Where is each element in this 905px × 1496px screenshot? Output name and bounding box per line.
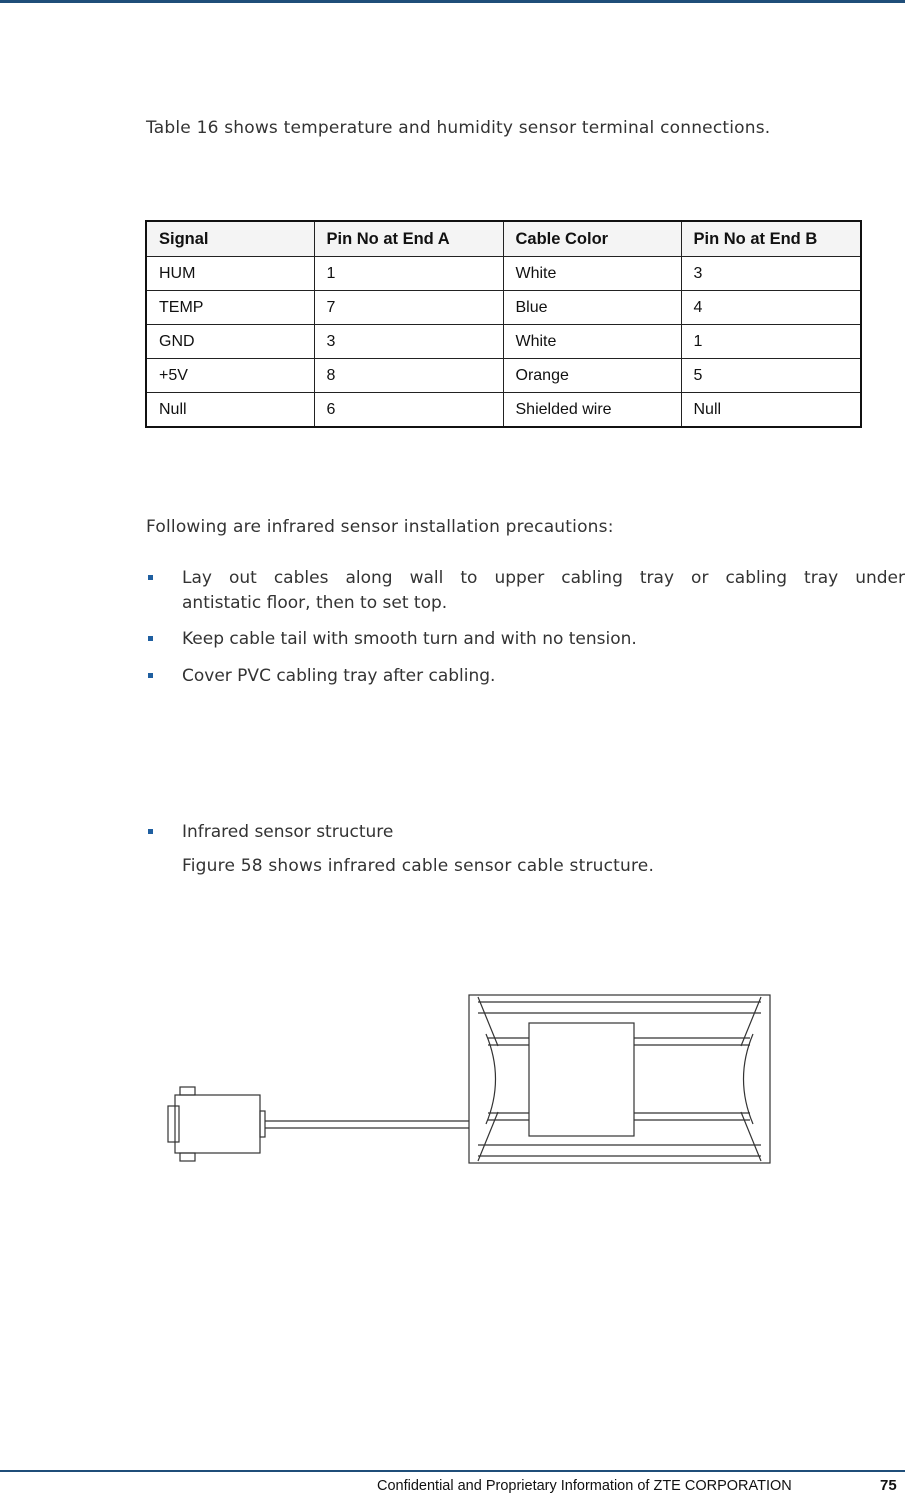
sensor-cable: [265, 1121, 469, 1128]
table-cell: HUM: [146, 257, 314, 291]
table-cell: +5V: [146, 359, 314, 393]
list-item: [145, 566, 905, 616]
table-cell: 7: [314, 291, 503, 325]
table-cell: 3: [314, 325, 503, 359]
list-item-text: Cover PVC cabling tray after cabling.: [182, 666, 496, 686]
structure-heading: Infrared sensor structure: [182, 822, 394, 842]
table-row: [146, 393, 861, 428]
table-cell: Shielded wire: [503, 393, 681, 428]
infrared-sensor-figure: [160, 990, 775, 1170]
table-header-cell: Signal: [146, 221, 314, 257]
table-cell: Orange: [503, 359, 681, 393]
footer-rule: [0, 1470, 905, 1472]
table-cell: 1: [681, 325, 861, 359]
signal-table: [145, 220, 862, 428]
list-item: [145, 664, 905, 689]
table-header-cell: Cable Color: [503, 221, 681, 257]
bullet-icon: [148, 829, 153, 834]
precautions-lead: Following are infrared sensor installation precautions:: [146, 517, 614, 537]
table-cell: 1: [314, 257, 503, 291]
table-cell: TEMP: [146, 291, 314, 325]
structure-section: [145, 820, 905, 845]
connector-plug: [168, 1087, 265, 1161]
list-item-text: Lay out cables along wall to upper cabling tray or cabling tray under: [182, 568, 905, 588]
precautions-list: [145, 566, 905, 689]
table-cell: 3: [681, 257, 861, 291]
list-item: [145, 627, 905, 652]
table-header-row: [146, 221, 861, 257]
table-cell: Blue: [503, 291, 681, 325]
bullet-icon: [148, 636, 153, 641]
top-rule: [0, 0, 905, 3]
table-cell: White: [503, 257, 681, 291]
table-row: [146, 257, 861, 291]
table-cell: 4: [681, 291, 861, 325]
sensor-housing: [469, 995, 770, 1163]
table-row: [146, 325, 861, 359]
footer-text: Confidential and Proprietary Information of ZTE CORPORATION: [377, 1478, 792, 1494]
table-cell: Null: [681, 393, 861, 428]
table-cell: White: [503, 325, 681, 359]
list-item: [145, 820, 905, 845]
page-number: 75: [880, 1477, 897, 1494]
table-header-cell: Pin No at End B: [681, 221, 861, 257]
table-row: [146, 291, 861, 325]
table-cell: 5: [681, 359, 861, 393]
bullet-icon: [148, 575, 153, 580]
table-cell: GND: [146, 325, 314, 359]
intro-paragraph: Table 16 shows temperature and humidity sensor terminal connections.: [146, 118, 771, 138]
bullet-icon: [148, 673, 153, 678]
structure-text: Figure 58 shows infrared cable sensor cable structure.: [182, 856, 655, 876]
table-header-cell: Pin No at End A: [314, 221, 503, 257]
table-cell: 8: [314, 359, 503, 393]
table-cell: 6: [314, 393, 503, 428]
list-item-text: antistatic floor, then to set top.: [182, 593, 448, 613]
list-item-text: Keep cable tail with smooth turn and with no tension.: [182, 629, 637, 649]
table-row: [146, 359, 861, 393]
table-cell: Null: [146, 393, 314, 428]
